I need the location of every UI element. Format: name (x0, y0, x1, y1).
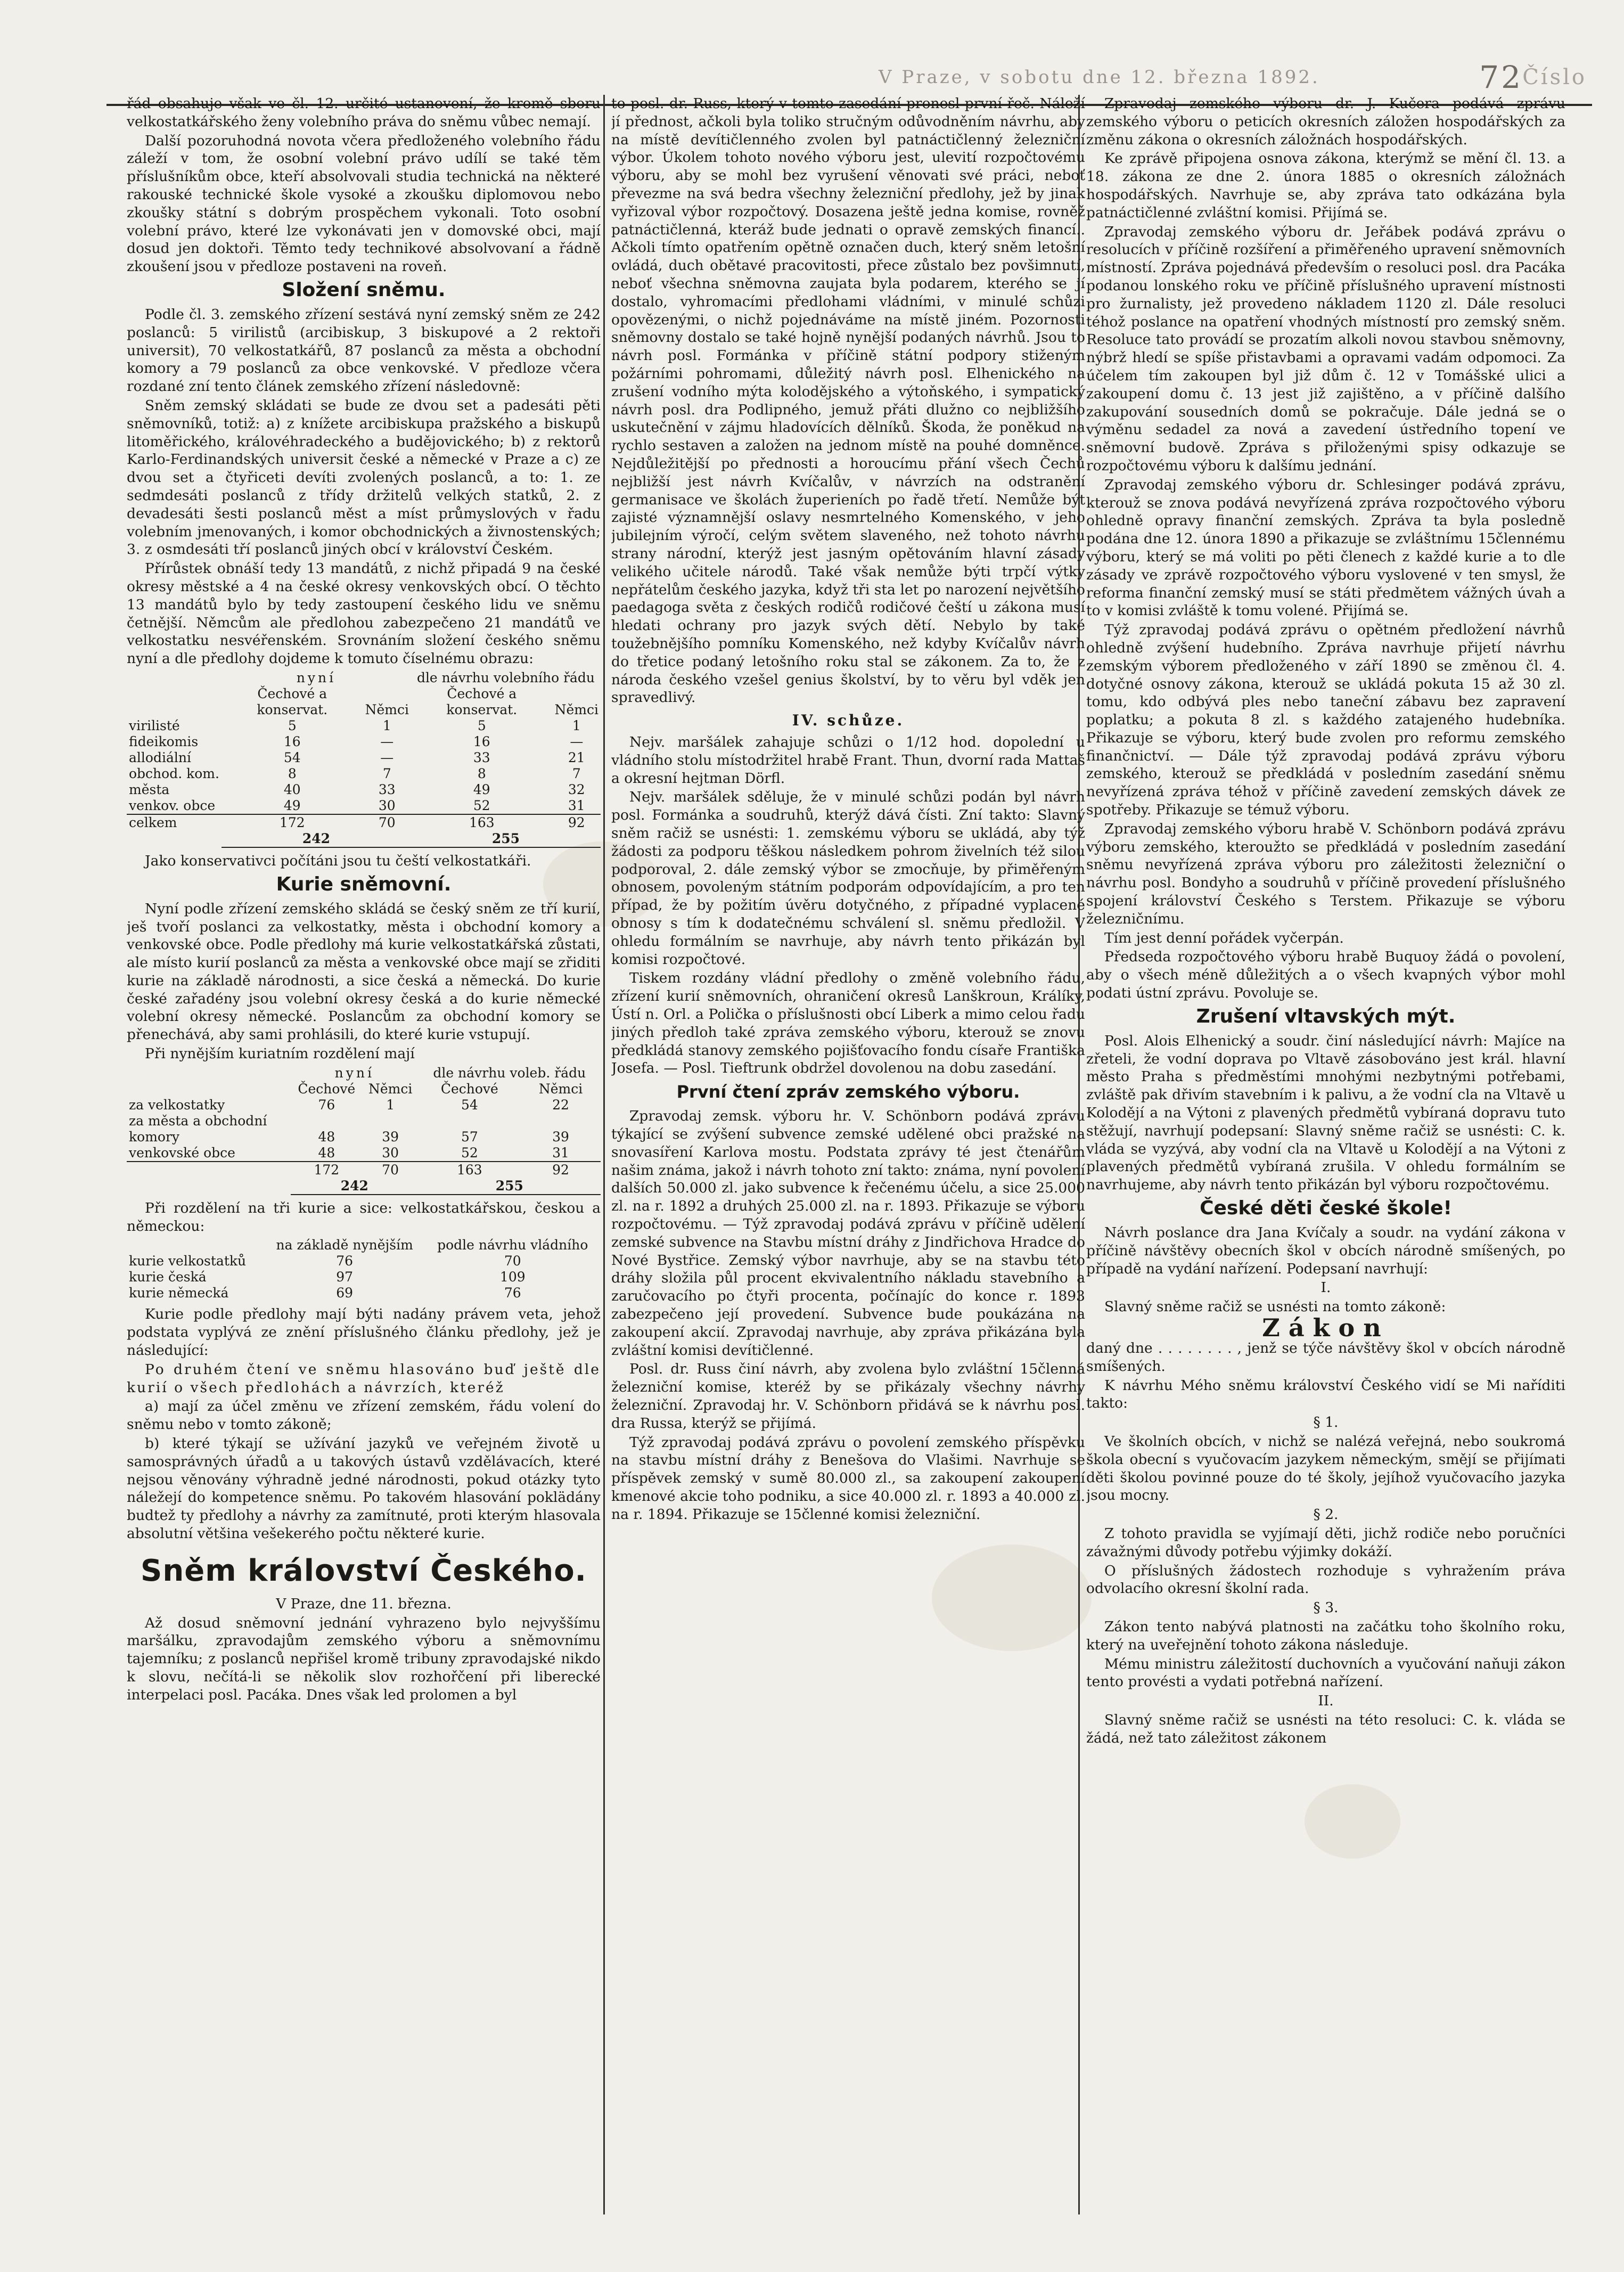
section-heading: Kurie sněmovní. (276, 873, 452, 895)
table-header: podle návrhu vládního (437, 1237, 588, 1253)
section-mark: § 3. (1313, 1599, 1339, 1616)
row-label: kurie velkostatků (129, 1253, 247, 1269)
cell: 33 (378, 781, 396, 797)
paragraph: Nejv. maršálek zahajuje schůzi o 1/12 hod. dopolední u vládního stolu místodržitel hrabě Frant. Thun, dvorní rada Mattaš a okresní hejtman Dörfl. (611, 734, 1085, 787)
cell: — (380, 749, 394, 765)
table-header: nyní (296, 669, 337, 685)
masthead-text: V Praze, v sobotu dne 12. března 1892. (879, 67, 1320, 88)
table-header: Němci (538, 1081, 583, 1097)
table-row (127, 1269, 601, 1285)
issue-label: Číslo (1522, 65, 1587, 89)
paragraph: Nyní podle zřízení zemského skládá se český sněm ze tří kurií, ješ tvoří poslanci za velkostatky, města i obchodní komory a venkovské obce. Podle předlohy má kurie velkostatkářská zůstati, ale místo kurií poslanců za města a venkovské obce mají se zřiditi kurie na základě národnosti, a sice česká a německá. Do kurie české zařadény jsou volební okresy česká a do kurie německé volební okresy německé. Poslancům za obchodní komory se přenechává, aby sami prohlásili, do které kurie vstupují. (127, 900, 601, 1043)
cell: 39 (382, 1129, 399, 1145)
cell: 48 (318, 1129, 335, 1145)
paragraph: Po druhém čtení ve sněmu hlasováno buď ještě dle kurií o všech předlohách a návrzích, kteréž (127, 1361, 601, 1396)
section-heading: Zrušení vltavských mýt. (1196, 1005, 1456, 1027)
cell: 39 (552, 1129, 569, 1145)
roman-numeral: II. (1318, 1693, 1334, 1710)
cell: 1 (382, 717, 391, 733)
table-row (127, 1253, 601, 1269)
paragraph: Jako konservativci počítáni jsou tu čeští velkostatkáři. (145, 852, 531, 869)
paragraph: Týž zpravodaj podává zprávu o opětném předložení návrhů ohledně zvýšení hudebního. Zpráva navrhuje přijetí návrhu zemským výborem předloženého v září 1890 se změnou čl. 4. dotyčné osnovy zákona, kterouž se ukládá pokuta 15 až 30 zl. tomu, kdo odbývá ples nebo taneční zábavu bez zapravení poplatku; a pokuta 8 zl. s každého zatajeného hudebníka. Přikazuje se výboru, který bude zvolen pro reformu zemského finančnictví. — Dále týž zpravodaj podává zprávu výboru zemského, kterouž se předkládá v posledním zasedání sněmu nevyřízená zpráva téhož v příčině zavedení zemských dávek ze spotřeby. Přikazuje se témuž výboru. (1086, 622, 1565, 819)
column-3 (1086, 95, 1565, 2214)
cell: 5 (477, 717, 486, 733)
cell: — (570, 733, 584, 749)
cell: 163 (419, 1162, 521, 1178)
row-label: celkem (127, 814, 222, 831)
cell: 70 (363, 814, 411, 831)
paragraph: b) které týkají se užívání jazyků ve veřejném životě u samosprávných úřadů a u takových ústavů vzdělávacích, které nejsou věnovány výhradně jedné národnosti, pokud otázky tyto náležejí do kompetence sněmu. Po takovém hlasování poklädány budtež ty předlohy a návrhy za zamítnuté, proti kterým hlasovala absolutní většina vešekerého počtu některé kurie. (127, 1435, 601, 1542)
row-label: fideikomis (129, 733, 199, 749)
paragraph: Podle čl. 3. zemského zřízení sestává nyní zemský sněm ze 242 poslanců: 5 virilistů (arcibiskup, 3 biskupové a 2 rektoři universit), 70 velkostatkářů, 87 poslanců za města a obchodní komory a 79 poslanců za obce venkovské. V předloze včera rozdané zní tento článek zemského zřízení následovně: (127, 306, 601, 395)
cell: 52 (473, 797, 490, 813)
cell: 31 (568, 797, 585, 813)
table-header: Čechové a konservat. (257, 685, 328, 717)
cell: 54 (461, 1097, 478, 1113)
cell: 1 (386, 1097, 395, 1113)
cell: 70 (504, 1253, 521, 1269)
paragraph: Až dosud sněmovní jednání vyhrazeno bylo nejvyššímu maršálku, zpravodajům zemského výboru a sněmovnímu tajemníku; z poslanců nepřišel kromě tribuny zpravodajské nikdo k slovu, nečítá-li se několik slov rozhořčení při liberecké interpelaci posl. Pacáka. Dnes však led prolomen a byl (127, 1614, 601, 1703)
table-header: Němci (365, 701, 409, 717)
column-1 (127, 95, 601, 2214)
table-header: Čechové (298, 1081, 356, 1097)
paragraph: Sněm zemský skládati se bude ze dvou set a padesáti pěti sněmovníků, totiž: a) z knížete arcibiskupa pražského a biskupů litoměřického, královéhradeckého a budějovického; b) z rektorů Karlo-Ferdinandských universit české a německé v Praze a c) ze dvou set a čtyřiceti devíti zvolených poslanců, a to: 1. ze sedmdesáti poslanců z třídy držitelů velkých statků, 2. z devadesáti šesti poslanců měst a míst průmyslových v řadu volebním jmenovaných, i komor obchodnických a živnostenských; 3. z osmdesáti tří poslanců jiných obcí v království Českém. (127, 397, 601, 558)
cell: 163 (411, 814, 553, 831)
paragraph: Slavný sněme račiž se usnésti na tomto zákoně: (1104, 1298, 1446, 1315)
paragraph: Ke zprávě připojena osnova zákona, kterýmž se mění čl. 13. a 18. zákona ze dne 2. února 1885 o okresních záložnách hospodářských. Navrhuje se, aby zpráva tato odkázána byla patnáctičlenné zvláštní komisi. Přijímá se. (1086, 150, 1565, 221)
cell: 22 (552, 1097, 569, 1113)
paragraph: Zpravodaj zemsk. výboru hr. V. Schönborn podává zprávu týkající se zvýšení subvence zemské udělené obci pražské na snovasíření Karlova mostu. Podstata zprávy té jest čtenářům našim známa, jakož i návrh tohoto zní takto: známa, nyní povolení dalších 50.000 zl. jako subvence k řečenému účelu, a sice 25.000 zl. na r. 1892 a druhých 25.000 zl. na r. 1893. Přikazuje se výboru rozpočtovému. — Týž zpravodaj podává zprávu v příčině udělení zemské subvence na Stavbu místní dráhy z Jindřichova Hradce do Nové Bystřice. Zemský výbor navrhuje, aby se na stavbu této dráhy složila půl procent ekvivalentního nákladu stavebního a zaručovacího po čtyři procenta, počínajíc do konce r. 1893 zabezpečeno její provedení. Subvence bude poukázána na zakoupení akcií. Zpravodaj navrhuje, aby zpráva přikázána byla zvláštní komisi devítičlenné. (611, 1108, 1085, 1359)
table-row (127, 1145, 601, 1162)
section-heading: České děti české škole! (1200, 1197, 1452, 1220)
paragraph: Zpravodaj zemského výboru dr. Schlesinger podává zprávu, kterouž se znova podává nevyřízená zpráva rozpočtového výboru ohledně opravy finanční zemských. Zpráva ta byla posledně podána dne 12. února 1890 a přikazuje se zvláštnímu 15člennému výboru, který se má voliti po pěti členech z každé kurie a to dle zásady ve zprávě rozpočtového výboru vyslovené v ten smysl, že reforma finanční zemský musí se státi předmětem vážných úvah a to v komisi zvláště k tomu volené. Přijímá se. (1086, 476, 1565, 619)
paragraph: Slavný sněme račiž se usnésti na této resoluci: C. k. vláda se žádá, než tato záležitost zákonem (1086, 1711, 1565, 1746)
paragraph: Ve školních obcích, v nichž se nalézá veřejná, nebo soukromá škola obecní s vyučovacím jazykem německým, smějí se přijímati děti školou povinné pouze do té školy, jejíhož vyučovacího jazyka jsou mocny. (1086, 1433, 1565, 1504)
paragraph: Kurie podle předlohy mají býti nadány právem veta, jehož podstata vyplývá ze znění příslušného článku předlohy, jež je následující: (127, 1306, 601, 1359)
table-header: dle návrhu voleb. řádu (433, 1065, 586, 1081)
cell: 172 (222, 814, 363, 831)
paragraph: Tiskem rozdány vládní předlohy o změně volebního řádu, zřízení kurií sněmovních, ohraničení okresů Lanškroun, Králíky, Ústí n. Orl. a Polička o příslušnosti obcí Liberk a mimo celou řadu jiných předloh také zpráva zemského výboru, kterouž se znovu předkládá stanovy zemského pojišťovacího fondu císaře Františka Josefa. — Posl. Tieftrunk obdržel dovolenou na dobu zasedání. (611, 970, 1085, 1077)
seats-table (127, 670, 601, 848)
paragraph: Posl. Alois Elhenický a soudr. činí následující návrh: Majíce na zřeteli, že vodní doprava po Vltavě zásobováno jest král. hlavní město Praha s předměstími mnohými nezbytnými potřebami, zvláště pak dřivím stavebním i k palivu, a že vodní cla na Vltavě u Kolodějí a na Výtoni z plavených předmětů vybíraná dopravu tuto stěžují, navrhují podepsaní: Slavný sněme račiž se usnésti: C. k. vláda se vyzývá, aby vodní cla na Vltavě u Kolodějí a na Výtoni z plavených předmětů vybíraná zrušila. V ohledu formálním se navrhujeme, aby návrh tento přikázán byl výboru rozpočtovému. (1086, 1032, 1565, 1194)
paragraph: Při rozdělení na tři kurie a sice: velkostatkářskou, českou a německou: (127, 1199, 601, 1235)
paragraph: Zpravodaj zemského výboru hrabě V. Schönborn podává zprávu výboru zemského, kteroužto se předkládá v posledním zasedání sněmu nevyřízená zpráva výboru pro záležitosti železniční o návrhu posl. Bondyho a soudruhů v příčině provedení příslušného spojení království Českého s Terstem. Přikazuje se výboru železničnímu. (1086, 820, 1565, 927)
cell: 52 (461, 1145, 478, 1160)
paragraph: O příslušných žádostech rozhoduje s vyhražením práva odvolacího okresní školní rada. (1086, 1562, 1565, 1597)
curia-table (127, 1065, 601, 1195)
row-label: venkovské obce (129, 1145, 235, 1160)
cell: 1 (572, 717, 581, 733)
table-row (127, 782, 601, 798)
cell: 92 (553, 814, 601, 831)
section-heading: IV. schůze. (792, 712, 905, 730)
cell: 8 (288, 765, 297, 781)
cell: 92 (521, 1162, 601, 1178)
table-total-row (127, 1162, 601, 1178)
paragraph: Zákon tento nabývá platnosti na začátku toho školního roku, který na uveřejnění tohoto zákona následuje. (1086, 1618, 1565, 1653)
table-header: dle návrhu volebního řádu (416, 669, 595, 685)
cell: 30 (382, 1145, 399, 1160)
cell: 70 (363, 1162, 419, 1178)
row-label: allodiální (129, 749, 191, 765)
table-row (127, 1097, 601, 1113)
table-row (127, 766, 601, 782)
cell: 5 (288, 717, 297, 733)
cell: 255 (411, 831, 601, 847)
paragraph: Týž zpravodaj podává zprávu o povolení zemského příspěvku na stavbu místní dráhy z Benešova do Vlašimi. Navrhuje se příspěvek zemský v sumě 80.000 zl., sa zakoupení zakoupení kmenové akcie toho podniku, a sice 40.000 zl. r. 1893 a 40.000 zl. na r. 1894. Přikazuje se 15členné komisi železniční. (611, 1434, 1085, 1523)
cell: 40 (283, 781, 301, 797)
column-2 (611, 95, 1085, 2214)
paragraph: Nejv. maršálek sděluje, že v minulé schůzi podán byl návrh posl. Formánka a soudruhů, kterýž dává čísti. Zní takto: Slavný sněm račiž se usnésti: 1. zemskému výboru se ukládá, aby týž žádosti za podporu těškou následkem pohrom živelních též silou podporoval, 2. dále zemský výbor se zmocňuje, by přiměřeným obnosem, povoleným státním podporám odpovídajícím, a pro ten případ, že by požitím úvěru dotyčného, z případné vyplacené obnosy s tím k dodatečnému schválení sl. sněmu předložil. V ohledu formálním se navrhuje, aby návrh tento přikázán byl komisi rozpočtové. (611, 789, 1085, 968)
cell: 21 (568, 749, 585, 765)
table-sum-row (127, 831, 601, 847)
table-total-row (127, 814, 601, 831)
table-header: Čechové (440, 1081, 498, 1097)
row-label: za velkostatky (129, 1097, 225, 1113)
section-mark: § 2. (1313, 1506, 1339, 1523)
cell: 32 (568, 781, 585, 797)
row-label: obchod. kom. (129, 765, 219, 781)
table-header: na základě nynějším (276, 1237, 413, 1253)
paragraph: řád obsahuje však ve čl. 12. určité ustanovení, že kromě sboru velkostatkářského ženy volebního práva do sněmu vůbec nemají. (127, 95, 601, 130)
cell: 69 (336, 1285, 354, 1301)
paragraph: Posl. dr. Russ činí návrh, aby zvolena bylo zvláštní 15členná železniční komise, kteréž by se přikázaly všechny návrhy železniční. Zpravodaj hr. V. Schönborn přidává se k návrhu posl. dra Russa, kterýž se přijímá. (611, 1361, 1085, 1432)
paragraph: Tím jest denní pořádek vyčerpán. (1104, 929, 1344, 946)
row-label: za města a obchodní komory (129, 1113, 267, 1145)
paragraph: daný dne . . . . . . . . , jenž se týče návštěvy škol v obcích národně smíšených. (1086, 1340, 1565, 1375)
cell: 8 (477, 765, 486, 781)
cell: 54 (283, 749, 301, 765)
paragraph: Návrh poslance dra Jana Kvíčaly a soudr. na vydání zákona v příčině návštěvy obecních škol v obcích národně smíšených, po případě na vydání nařízení. Podepsaní navrhují: (1086, 1224, 1565, 1277)
cell: 16 (473, 733, 490, 749)
cell: 76 (336, 1253, 354, 1269)
table-row (127, 1285, 601, 1301)
table-sum-row (127, 1178, 601, 1195)
row-label: kurie česká (129, 1269, 207, 1285)
cell: 57 (461, 1129, 478, 1145)
three-curia-table (127, 1237, 601, 1301)
table-row (127, 798, 601, 814)
section-mark: § 1. (1313, 1414, 1339, 1431)
law-title: Zákon (1262, 1313, 1390, 1342)
paragraph: Mému ministru záležitostí duchovních a vyučování naňuji zákon tento provésti a vydati potřebná nařízení. (1086, 1655, 1565, 1690)
paragraph: Zpravodaj zemského výboru dr. J. Kučera podává zprávu zemského výboru o peticích okresních záložen hospodářských za změnu zákona o okresních záložnách hospodářských. (1086, 95, 1565, 148)
cell: 33 (473, 749, 490, 765)
cell: 7 (382, 765, 391, 781)
cell: 49 (283, 797, 301, 813)
column-divider (603, 95, 605, 2214)
cell: — (380, 733, 394, 749)
row-label: venkov. obce (129, 797, 216, 813)
row-label: města (129, 781, 170, 797)
page-number: 72 (1479, 59, 1523, 95)
paragraph: a) mají za účel změnu ve zřízení zemském, řádu volení do sněmu nebo v tomto zákoně; (127, 1398, 601, 1433)
cell: 16 (283, 733, 301, 749)
table-header: Němci (554, 701, 598, 717)
cell: 172 (291, 1162, 363, 1178)
section-title: Sněm království Českého. (141, 1553, 587, 1588)
paragraph: to posl. dr. Russ, který v tomto zasedání pronesl první řeč. Náleží jí přednost, ačkoli byla toliko stručným odůvodněním návrhu, aby na místě devítičlenného zvolen byl patnáctičlenný železniční výbor. Úkolem tohoto nového výboru jest, ulevití rozpočtovému výboru, aby se mohl bez vyrušení věnovati své práci, neboť převezme na svá bedra všechny železniční předlohy, jež by jinak vyřizoval výbor rozpočtový. Dosazena ještě jedna komise, rovněž patnáctičlenná, kteráž bude jednati o opravě zemských financí.. Ačkoli tímto opatřením opětně označen duch, který sněm letošní ovládá, duch obětavé pracovitosti, přece zůstalo bez povšimnutí, neboť všechna sněmovna zaujata byla podarem, kterého se jí dostalo, vyhromacími předlohami vládními, v minulé schůzi opovězenými, o nichž pojednáváme na místě jiném. Pozornosti sněmovny dostalo se také hojně nynější podaných návrhů. Jsou to návrh posl. Formánka v příčině státní podpory stiženým požárními pohromami, důležitý návrh posl. Elhenického na zrušení vodního mýta kolodějského a výtoňského, i sympatický návrh posl. dra Podlipného, jemuž přáti dlužno co nejbližšího uskutečnění v zájmu hladovících dělníků. Škoda, že poněkud na rychlo sestaven a založen na jednom místě na pouhé domněnce. Nejdůležitější po přednosti a horoucímu přání všech Čechů nejbližší jest návrh Kvíčalův, v návrzích na odstranění germanisace ve školách župerieních po řadě třetí. Nemůže být zajisté významnější oslavy nesmrtelného Komenského, v jeho jubilejním výročí, celým světem slaveného, než tohoto návrhu strany národní, kterýž jest jasným opětováním hlavní zásady velikého učitele národů. Také však nemůže býti trpčí výtky nepřátelům českého jazyka, když tři sta let po narození největšího paedagoga světa z českých rodičů rodičové čeští u zákona musí hledati ochrany pro jazyk svých dětí. Nebylo by také toužebnějšího pomníku Komenského, než kdyby Kvíčalův návrh do třetice podaný letošního roku stal se zákonem. Za to, že z národa českého vzešel genius školství, by to věru byl vděk jen spravedlivý. (611, 95, 1085, 706)
paragraph: Další pozoruhodná novota včera předloženého volebního řádu záleží v tom, že osobní volební právo udílí se také těm příslušníkům obce, kteří absolvovali studia technická na některé rakouské technické škole vysoké a zkoušku diplomovou nebo zkoušky státní s dobrým prospěchem vykonali. Toto osobní volební právo, které lze vykonávati jen v domovské obci, mají dosud jen doktoři. Těmto tedy technikové absolvovaní a řádně zkoušení jsou v předloze postaveni na roveň. (127, 132, 601, 275)
cell: 31 (552, 1145, 569, 1160)
cell: 242 (291, 1178, 419, 1195)
table-row (127, 718, 601, 734)
row-label: kurie německá (129, 1285, 229, 1301)
table-row (127, 750, 601, 766)
cell: 255 (419, 1178, 601, 1195)
roman-numeral: I. (1320, 1279, 1331, 1296)
paragraph: Předseda rozpočtového výboru hrabě Buquoy žádá o povolení, aby o všech méně důležitých a o všech kvapných výbor mohl podati ústní zprávu. Povoluje se. (1086, 949, 1565, 1002)
paragraph: Z tohoto pravidla se vyjímají děti, jichž rodiče nebo poručníci závažnými důvody potřebu výjimky dokáží. (1086, 1525, 1565, 1560)
table-row (127, 1113, 601, 1145)
table-row (127, 734, 601, 750)
paragraph: Zpravodaj zemského výboru dr. Jeřábek podává zprávu o resolucích v příčině rozšíření a přiměřeného upravení sněmovních místností. Zpráva pojednává především o resoluci posl. dra Pacáka podanou lonského roku ve příčině příslušného upravení místnosti pro žurnalisty, jež provedeno nákladem 1120 zl. Dále resoluci téhož poslance na opatření vhodných místností pro zemský sněm. Resoluce tato provádí se prozatím alkoli novou stavbou sněmovny, nýbrž hledí se spíše přistavbami a opravami vadám odpomoci. Za účelem tím zakoupen byl již dům č. 12 v Tomášské ulici a zakoupení domu č. 13 jest již zajištěno, a v příčině dalšího zakupování sousedních domů se pokračuje. Dále jedná se o výměnu sedadel za nová a zavedení ústředního topení ve sněmovní budově. Zpráva s přiloženými spisy odkazuje se rozpočtovému výboru k dalšímu jednání. (1086, 223, 1565, 474)
paragraph: Přírůstek obnáší tedy 13 mandátů, z nichž připadá 9 na české okresy městské a 4 na české okresy venkovských obcí. O těchto 13 mandátů bylo by tedy zastoupení českého lidu ve sněmu četnější. Němcům ale předlohou zabezpečeno 21 mandátů ve velkostatku nesvéřenském. Srovnáním složení českého sněmu nyní a dle předlohy dojdeme k tomuto číselnému obrazu: (127, 560, 601, 667)
cell: 76 (504, 1285, 521, 1301)
cell: 76 (318, 1097, 335, 1113)
table-header: Němci (368, 1081, 413, 1097)
paragraph: K návrhu Mého sněmu království Českého vidí se Mi naříditi takto: (1086, 1377, 1565, 1412)
cell: 242 (222, 831, 411, 847)
cell: 30 (378, 797, 396, 813)
table-header: Čechové a konservat. (446, 685, 518, 717)
cell: 7 (572, 765, 581, 781)
row-label: virilisté (129, 717, 180, 733)
table-header: nyní (334, 1065, 374, 1081)
paragraph: Při nynějším kuriatním rozdělení mají (145, 1045, 415, 1063)
cell: 48 (318, 1145, 335, 1160)
section-heading: Složení sněmu. (282, 279, 446, 301)
cell: 109 (499, 1269, 526, 1285)
dateline: V Praze, dne 11. března. (276, 1595, 452, 1612)
cell: 97 (336, 1269, 354, 1285)
section-heading: První čtení zpráv zemského výboru. (676, 1082, 1020, 1102)
cell: 49 (473, 781, 490, 797)
